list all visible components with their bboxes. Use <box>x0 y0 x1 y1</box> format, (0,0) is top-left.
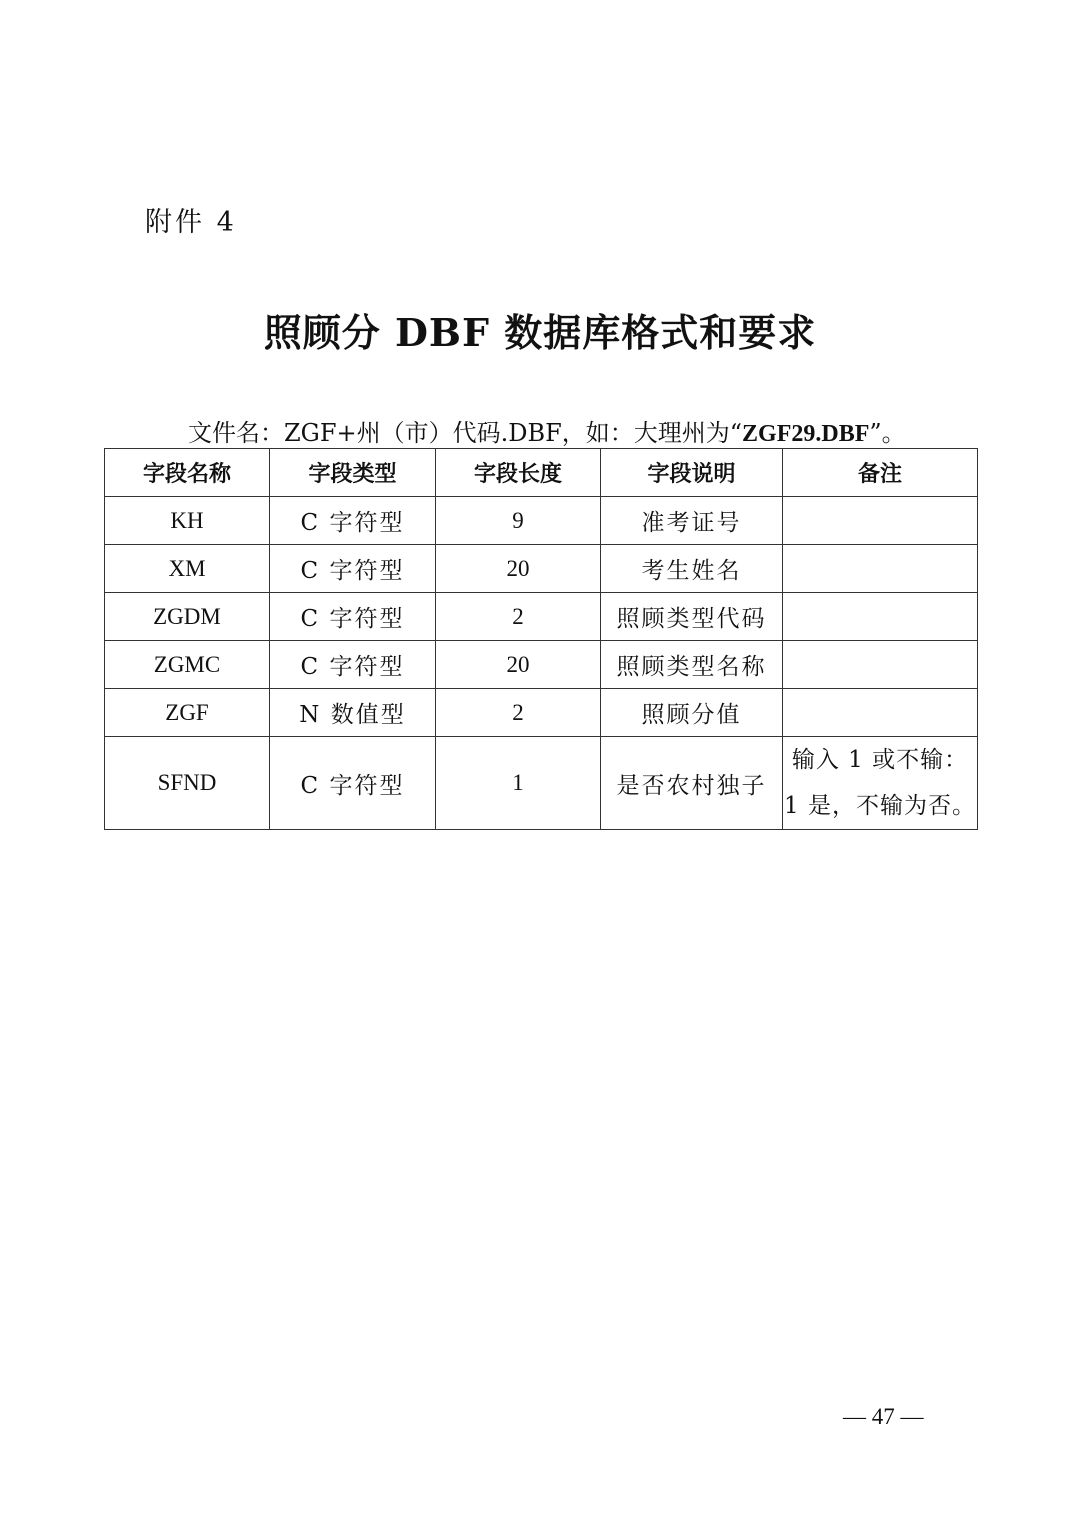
cell-note <box>783 593 978 641</box>
page-title: 照顾分 DBF 数据库格式和要求 <box>263 310 817 355</box>
cell-field-type: C 字符型 <box>270 593 436 641</box>
page-number: — 47 — <box>843 1404 924 1429</box>
header-field-length: 字段长度 <box>436 449 601 497</box>
cell-note <box>783 737 978 830</box>
cell-field-length: 20 <box>436 545 601 593</box>
cell-field-desc: 照顾类型代码 <box>601 593 783 641</box>
cell-field-name: ZGMC <box>105 641 270 689</box>
cell-field-type: N 数值型 <box>270 689 436 737</box>
filename-prefix: 文件名：ZGF+州（市）代码.DBF，如：大理州为“ <box>188 419 743 447</box>
note-line-1: 输入 1 或不输： <box>791 747 969 773</box>
header-field-desc: 字段说明 <box>601 449 783 497</box>
cell-field-length: 20 <box>436 641 601 689</box>
cell-field-desc: 照顾分值 <box>601 689 783 737</box>
header-note: 备注 <box>783 449 978 497</box>
header-field-type: 字段类型 <box>270 449 436 497</box>
table-row <box>105 593 978 641</box>
note-line-2: 1 是，不输为否。 <box>784 793 976 819</box>
cell-field-desc: 照顾类型名称 <box>601 641 783 689</box>
cell-field-desc: 准考证号 <box>601 497 783 545</box>
cell-field-type: C 字符型 <box>270 545 436 593</box>
cell-field-name: SFND <box>105 737 270 830</box>
cell-field-desc: 考生姓名 <box>601 545 783 593</box>
cell-field-name: ZGF <box>105 689 270 737</box>
cell-field-type: C 字符型 <box>270 497 436 545</box>
cell-field-type: C 字符型 <box>270 641 436 689</box>
cell-field-length: 1 <box>436 737 601 830</box>
attachment-label: 附件 4 <box>145 207 237 238</box>
cell-note <box>783 641 978 689</box>
table-row <box>105 689 978 737</box>
cell-field-type: C 字符型 <box>270 737 436 830</box>
cell-field-name: KH <box>105 497 270 545</box>
cell-note <box>783 497 978 545</box>
cell-field-name: ZGDM <box>105 593 270 641</box>
table-row <box>105 737 978 830</box>
table-row <box>105 497 978 545</box>
header-field-name: 字段名称 <box>105 449 270 497</box>
field-table <box>104 448 978 830</box>
cell-note <box>783 689 978 737</box>
cell-note <box>783 545 978 593</box>
cell-field-length: 9 <box>436 497 601 545</box>
table-row <box>105 545 978 593</box>
filename-note <box>188 413 906 448</box>
cell-field-length: 2 <box>436 689 601 737</box>
table-header-row <box>105 449 978 497</box>
filename-suffix: ”。 <box>869 419 906 447</box>
cell-field-name: XM <box>105 545 270 593</box>
cell-field-desc: 是否农村独子 <box>601 737 783 830</box>
table-row <box>105 641 978 689</box>
filename-example: ZGF29.DBF <box>742 421 870 447</box>
cell-field-length: 2 <box>436 593 601 641</box>
